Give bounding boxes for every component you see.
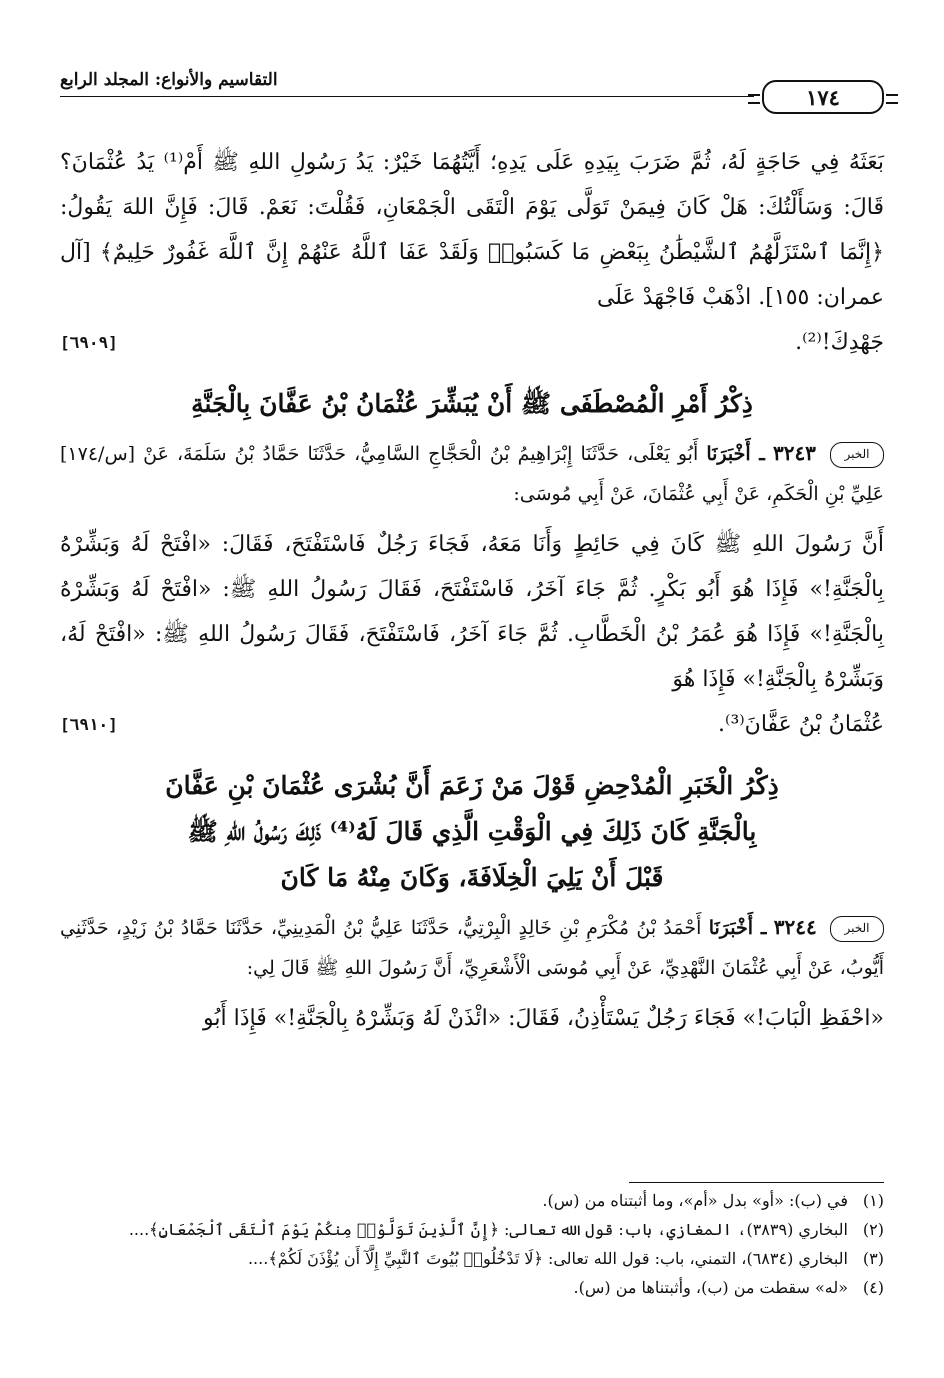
footnote: (٢)البخاري (٣٨٣٩)، المغازي، باب: قول الله تعالى: ﴿إِنَّ ٱلَّذِينَ تَوَلَّوْا۟ مِنكُمْ يَوْمَ ٱلْتَقَى ٱلْجَمْعَانِ﴾.... bbox=[128, 1220, 884, 1239]
footnote: (٤)«له» سقطت من (ب)، وأثبتناها من (س). bbox=[573, 1278, 884, 1297]
hadith-matn: «احْفَظِ الْبَابَ!» فَجَاءَ رَجُلٌ يَسْتَأْذِنُ، فَقَالَ: «ائْذَنْ لَهُ وَبَشِّرْهُ بِالْجَنَّةِ!» فَإِذَا أَبُو bbox=[203, 1006, 884, 1031]
footnote: (٣)البخاري (٦٨٣٤)، التمني، باب: قول الله تعالى: ﴿لَا تَدْخُلُوا۟ بُيُوتَ ٱلنَّبِيِّ إِلَّآ أَن يُؤْذَنَ لَكُمْ﴾.... bbox=[247, 1249, 884, 1268]
footnote: (١)في (ب): «أو» بدل «أم»، وما أثبتناه من (س). bbox=[542, 1191, 884, 1210]
footnote-divider bbox=[629, 1182, 884, 1183]
paragraph-end: جَهْدِكَ!⁽²⁾. bbox=[795, 330, 884, 355]
chapter-heading: ذِكْرُ أَمْرِ الْمُصْطَفَى ﷺ أَنْ يُبَشِّرَ عُثْمَانُ بْنُ عَفَّانَ بِالْجَنَّةِ bbox=[191, 389, 753, 418]
khabar-badge-icon: الخبر bbox=[830, 442, 884, 468]
running-title: التقاسيم والأنواع: المجلد الرابع bbox=[60, 70, 278, 90]
heading-line: قَبْلَ أَنْ يَلِيَ الْخِلَافَةَ، وَكَانَ مِنْهُ مَا كَانَ bbox=[280, 863, 664, 892]
main-text bbox=[60, 140, 884, 1041]
hadith-intro: ـ أَخْبَرَنَا bbox=[706, 443, 765, 465]
hadith-reference: [٦٩١٠] bbox=[60, 715, 118, 734]
heading-line: ذِكْرُ الْخَبَرِ الْمُدْحِضِ قَوْلَ مَنْ زَعَمَ أَنَّ بُشْرَى عُثْمَانَ بْنِ عَفَّانَ bbox=[165, 771, 779, 800]
hadith-isnad bbox=[60, 907, 884, 988]
heading-line: بِالْجَنَّةِ كَانَ ذَلِكَ فِي الْوَقْتِ الَّذِي قَالَ لَهُ⁽⁴⁾ ذَلِكَ رَسُولُ اللهِ ﷺ bbox=[187, 817, 757, 846]
isnad-text: أَبُو يَعْلَى، حَدَّثَنَا إِبْرَاهِيمُ بْنُ الْحَجَّاجِ السَّامِيُّ، حَدَّثَنَا حَمَّادُ بْنُ سَلَمَةَ، عَنْ [س/١٧٤] عَلِيِّ بْنِ الْحَكَمِ، عَنْ أَبِي عُثْمَانَ، عَنْ أَبِي مُوسَى: bbox=[60, 443, 884, 505]
paragraph-end-line bbox=[60, 320, 884, 365]
chapter-heading bbox=[60, 763, 884, 901]
hadith-end: عُثْمَانُ بْنُ عَفَّانَ⁽³⁾. bbox=[718, 712, 884, 737]
isnad-text: أَحْمَدُ بْنُ مُكْرَمِ بْنِ خَالِدٍ الْبِرْتِيُّ، حَدَّثَنَا عَلِيُّ بْنُ الْمَدِينِيِّ، حَدَّثَنَا حَمَّادُ بْنُ زَيْدٍ، حَدَّثَنِي أَيُّوبُ، عَنْ أَبِي عُثْمَانَ النَّهْدِيِّ، عَنْ أَبِي مُوسَى الْأَشْعَرِيِّ، أَنَّ رَسُولَ اللهِ ﷺ قَالَ لِي: bbox=[60, 917, 884, 979]
page-number: ١٧٤ bbox=[762, 80, 884, 114]
hadith-number: ٣٢٤٤ bbox=[773, 915, 817, 939]
header-rule bbox=[60, 96, 754, 97]
hadith-number: ٣٢٤٣ bbox=[772, 441, 816, 465]
khabar-badge-icon: الخبر bbox=[830, 916, 884, 942]
hadith-matn: أَنَّ رَسُولَ اللهِ ﷺ كَانَ فِي حَائِطٍ وَأَنَا مَعَهُ، فَجَاءَ رَجُلٌ فَاسْتَفْتَحَ، فَقَالَ: «افْتَحْ لَهُ وَبَشِّرْهُ بِالْجَنَّةِ!» فَإِذَا هُوَ أَبُو بَكْرٍ. ثُمَّ جَاءَ آخَرُ، فَاسْتَفْتَحَ، فَقَالَ رَسُولُ اللهِ ﷺ: «افْتَحْ لَهُ وَبَشِّرْهُ بِالْجَنَّةِ!» فَإِذَا هُوَ عُمَرُ بْنُ الْخَطَّابِ. ثُمَّ جَاءَ آخَرُ، فَاسْتَفْتَحَ، فَقَالَ رَسُولُ اللهِ ﷺ: «افْتَحْ لَهُ، وَبَشِّرْهُ بِالْجَنَّةِ!» فَإِذَا هُوَ bbox=[60, 532, 884, 692]
hadith-end-line bbox=[60, 702, 884, 747]
paragraph: بَعَثَهُ فِي حَاجَةٍ لَهُ، ثُمَّ ضَرَبَ بِيَدِهِ عَلَى يَدِهِ؛ أَيَّتُهُمَا خَيْرٌ: يَدُ رَسُولِ اللهِ ﷺ أَمْ⁽¹⁾ يَدُ عُثْمَانَ؟ قَالَ: وَسَأَلْتُكَ: هَلْ كَانَ فِيمَنْ تَوَلَّى يَوْمَ الْتَقَى الْجَمْعَانِ، فَقُلْتَ: نَعَمْ. قَالَ: فَإِنَّ اللهَ يَقُولُ: ﴿إِنَّمَا ٱسْتَزَلَّهُمُ ٱلشَّيْطَٰنُ بِبَعْضِ مَا كَسَبُوا۟ وَلَقَدْ عَفَا ٱللَّهُ عَنْهُمْ إِنَّ ٱللَّهَ غَفُورٌ حَلِيمٌ﴾ [آل عمران: ١٥٥]. اذْهَبْ فَاجْهَدْ عَلَى bbox=[60, 150, 884, 310]
book-page bbox=[60, 0, 884, 1378]
hadith-isnad bbox=[60, 433, 884, 514]
hadith-reference: [٦٩٠٩] bbox=[60, 333, 118, 352]
running-header bbox=[60, 62, 884, 112]
hadith-intro: ـ أَخْبَرَنَا bbox=[708, 917, 767, 939]
footnotes bbox=[60, 1186, 884, 1302]
